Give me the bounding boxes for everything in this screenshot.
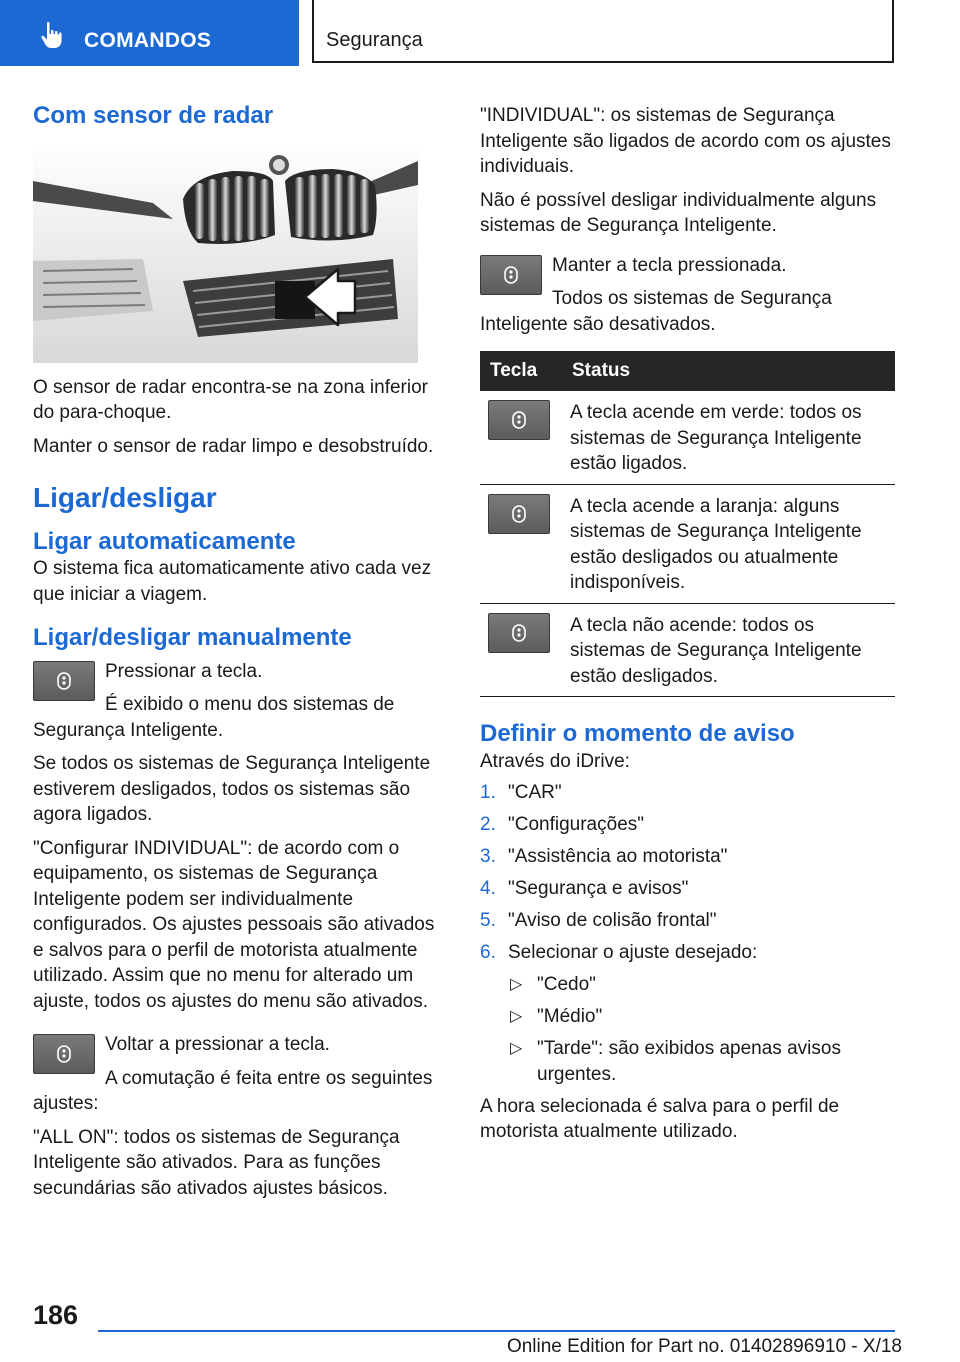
footer-divider	[98, 1330, 895, 1332]
table-cell-status: A tecla não acende: todos os sistemas de Segurança Inteligente estão desligados.	[562, 603, 895, 697]
heading-ligar-automaticamente: Ligar automaticamente	[33, 527, 296, 555]
safety-assist-button-icon	[53, 1043, 75, 1065]
section-header	[312, 0, 894, 63]
final-paragraph: A hora selecionada é salva para o perfil de motorista atualmente utilizado.	[480, 1095, 840, 1142]
key-instruction-hold	[480, 253, 895, 338]
individual-paragraph: "INDIVIDUAL": os sistemas de Segurança Inteligente são ligados de acordo com os ajustes individuais.	[480, 105, 891, 177]
key-hold-line-2: Todos os sistemas de Segurança Inteligente são desativados.	[480, 288, 832, 335]
car-front-radar-image	[33, 141, 418, 363]
steps-list	[480, 780, 895, 966]
status-table	[480, 351, 895, 697]
safety-button-image	[33, 661, 95, 701]
footer-edition: Online Edition for Part no. 01402896910 - X/18	[506, 1336, 902, 1357]
manual-paragraph-1: Se todos os sistemas de Segurança Inteligente estiverem desligados, todos os sistemas são agora ligados.	[33, 753, 431, 825]
idrive-paragraph: Através do iDrive:	[480, 750, 630, 772]
key-instruction-press	[33, 659, 448, 752]
nao-possivel-paragraph: Não é possível desligar individualmente alguns sistemas de Segurança Inteligente.	[480, 189, 877, 236]
key-instruction-press-again	[33, 1032, 448, 1117]
table-row	[480, 484, 895, 603]
right-column	[480, 103, 895, 1153]
radar-paragraph-1: O sensor de radar encontra-se na zona inferior do para-choque.	[33, 376, 428, 423]
safety-button-image	[33, 1034, 95, 1074]
table-header-status: Status	[562, 351, 895, 391]
heading-ligar-desligar-manualmente: Ligar/desligar manualmente	[33, 624, 352, 651]
left-column	[33, 103, 448, 1209]
safety-assist-button-icon	[508, 409, 530, 431]
chapter-title: COMANDOS	[84, 29, 212, 52]
safety-assist-button-icon	[508, 503, 530, 525]
radar-paragraph-2: Manter o sensor de radar limpo e desobstruído.	[33, 435, 434, 457]
key-hold-line-1: Manter a tecla pressionada.	[552, 254, 787, 276]
heading-radar: Com sensor de radar	[33, 102, 274, 129]
triangle-bullet-icon: ▷	[510, 1040, 523, 1057]
triangle-bullet-icon: ▷	[510, 1008, 523, 1025]
table-row	[480, 603, 895, 697]
list-item: 1. "CAR"	[480, 782, 562, 803]
table-header-tecla: Tecla	[480, 351, 562, 391]
auto-paragraph: O sistema fica automaticamente ativo cada vez que iniciar a viagem.	[33, 558, 432, 605]
list-item: ▷ "Tarde": são exibidos apenas avisos urgentes.	[510, 1038, 841, 1085]
list-item: 3. "Assistência ao motorista"	[480, 846, 728, 867]
table-cell-status: A tecla acende a laranja: alguns sistemas de Segurança Inteligente estão desligados ou atualmente indisponíveis.	[562, 484, 895, 603]
key-again-line-1: Voltar a pressionar a tecla.	[105, 1034, 330, 1055]
key-press-line-2: É exibido o menu dos sistemas de Segurança Inteligente.	[33, 694, 395, 741]
safety-button-orange-image	[488, 494, 550, 534]
safety-assist-button-icon	[500, 264, 522, 286]
options-list	[480, 972, 895, 1087]
list-item: ▷ "Médio"	[480, 1004, 895, 1030]
table-row	[480, 391, 895, 484]
key-again-line-2: A comutação é feita entre os seguintes ajustes:	[33, 1067, 433, 1114]
triangle-bullet-icon: ▷	[510, 976, 523, 993]
table-cell-status: A tecla acende em verde: todos os sistemas de Segurança Inteligente estão ligados.	[562, 391, 895, 484]
safety-button-green-image	[488, 400, 550, 440]
safety-assist-button-icon	[53, 670, 75, 692]
heading-definir-aviso: Definir o momento de aviso	[480, 720, 795, 747]
list-item: 4. "Segurança e avisos"	[480, 878, 689, 899]
list-item: 6. Selecionar o ajuste desejado:	[480, 942, 758, 963]
chapter-tab	[0, 0, 299, 66]
manual-paragraph-2: "Configurar INDIVIDUAL": de acordo com o equipamento, os sistemas de Segurança Inteligente podem ser individualmente configurados. Os ajustes pessoais são ativados e salvos para o perfil de motorista atualmente utilizado. Assim que no menu for alterado um ajuste, todos os ajustes do menu são ativados.	[33, 837, 435, 1012]
pointing-hand-icon	[38, 20, 68, 50]
safety-assist-button-icon	[508, 622, 530, 644]
key-press-line-1: Pressionar a tecla.	[105, 660, 263, 682]
list-item: ▷ "Cedo"	[480, 972, 895, 998]
page-number: 186	[33, 1300, 79, 1330]
safety-button-image	[480, 255, 542, 295]
list-item: 2. "Configurações"	[480, 814, 645, 835]
allon-paragraph: "ALL ON": todos os sistemas de Segurança Inteligente são ativados. Para as funções secundárias são ativados ajustes básicos.	[33, 1126, 400, 1199]
section-title: Segurança	[326, 29, 423, 51]
table-header-row	[480, 351, 895, 391]
safety-button-off-image	[488, 613, 550, 653]
heading-ligar-desligar: Ligar/desligar	[33, 482, 217, 513]
list-item: 5. "Aviso de colisão frontal"	[480, 910, 717, 931]
